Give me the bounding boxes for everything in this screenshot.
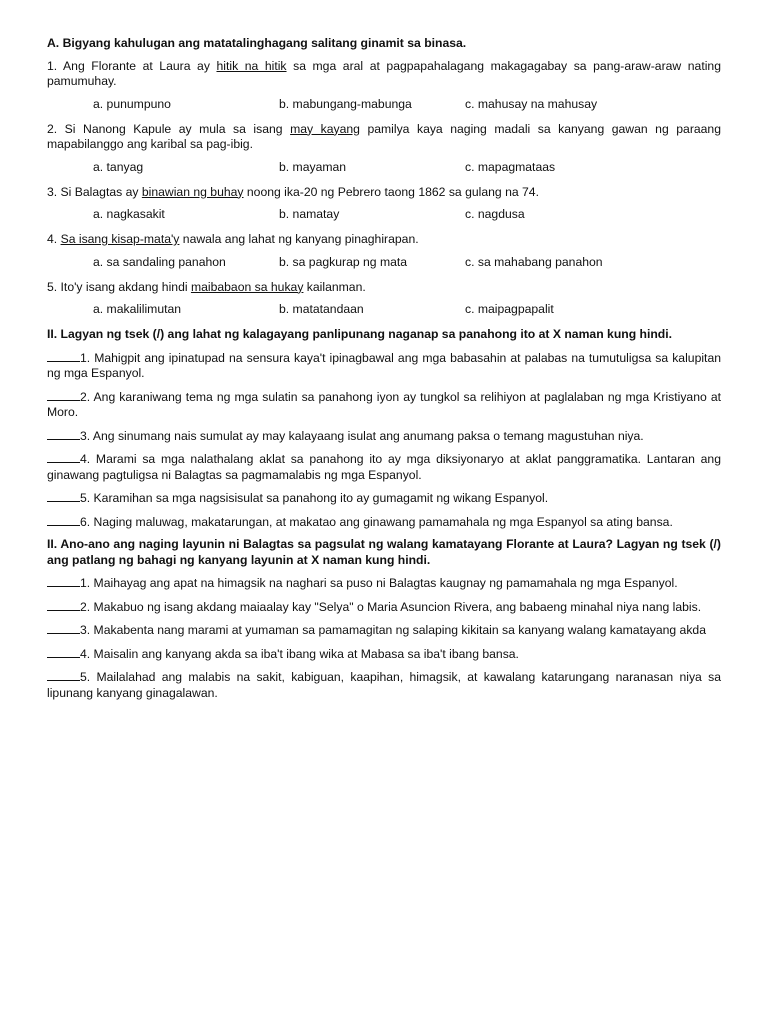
answer-blank[interactable]: [47, 514, 80, 526]
section-b-item-2-text: 2. Ang karaniwang tema ng mga sulatin sa panahong iyon ay tungkol sa relihiyon at paglalaban ng mga Kristiyano at Moro.: [47, 389, 721, 419]
question-1-term: hitik na hitik: [216, 58, 287, 73]
question-3-term: binawian ng buhay: [141, 184, 244, 199]
question-4-choice-c: c. sa mahabang panahon: [465, 254, 603, 269]
answer-blank[interactable]: [47, 646, 80, 658]
question-4-choices: [47, 255, 721, 271]
answer-blank[interactable]: [47, 622, 80, 634]
section-b-item-1: [47, 350, 721, 382]
question-4-choice-a: a. sa sandaling panahon: [93, 254, 226, 269]
section-c-item-1: [47, 575, 721, 592]
question-1-choice-a: a. punumpuno: [93, 96, 171, 111]
question-4-text-start: 4.: [47, 232, 61, 246]
question-4-choice-b: b. sa pagkurap ng mata: [279, 254, 408, 269]
question-3-choice-b: b. namatay: [279, 207, 340, 221]
question-1-text-start: 1. Ang Florante at Laura ay: [47, 58, 217, 73]
question-2-term: may kayang: [290, 121, 360, 136]
section-c-item-4: [47, 646, 721, 663]
question-3: [47, 185, 721, 201]
question-1-text-end: sa mga aral at pagpapahalagang makagagabay sa pang-araw-araw nating pamumuhay.: [47, 58, 721, 88]
section-c-item-3-text: 3. Makabenta nang marami at yumaman sa pamamagitan ng salaping kikitain sa kanyang walang kamatayang akda: [80, 623, 706, 637]
question-2-choice-c: c. mapagmataas: [465, 159, 556, 174]
section-b-item-4-text: 4. Marami sa mga nalathalang aklat sa panahong ito ay mga diksiyonaryo at aklat panggramatika. Lantaran ang ginawang pagtuligsa ni Balagtas sa pagmamalabis ng mga Espanyol.: [47, 452, 721, 482]
question-3-choice-c: c. nagdusa: [465, 207, 525, 221]
answer-blank[interactable]: [47, 350, 80, 362]
question-1-choice-b: b. mabungang-mabunga: [279, 96, 412, 111]
question-2-text-start: 2. Si Nanong Kapule ay mula sa isang: [47, 121, 291, 136]
question-3-choices: [47, 207, 721, 223]
section-b-item-1-text: 1. Mahigpit ang ipinatupad na sensura kaya't ipinagbawal ang mga babasahin at palabas na tumutuligsa sa kalupitan ng mga Espanyol.: [47, 350, 721, 380]
section-c-heading: II. Ano-ano ang naging layunin ni Balagtas sa pagsulat ng walang kamatayang Florante at Laura? Lagyan ng tsek (/) ang patlang ng bahagi ng kanyang layunin at X naman kung hindi.: [47, 537, 721, 567]
question-5-choice-b: b. matatandaan: [279, 302, 364, 316]
question-3-choice-a: a. nagkasakit: [93, 207, 165, 221]
question-3-text-start: 3. Si Balagtas ay: [47, 184, 142, 199]
question-2: [47, 122, 721, 153]
section-a-heading: A. Bigyang kahulugan ang matatalinghagang salitang ginamit sa binasa.: [47, 36, 467, 50]
question-1-choice-c: c. mahusay na mahusay: [465, 96, 598, 111]
section-b-item-5-text: 5. Karamihan sa mga nagsisisulat sa panahong ito ay gumagamit ng wikang Espanyol.: [80, 491, 549, 505]
answer-blank[interactable]: [47, 669, 80, 681]
section-c-item-5-text: 5. Mailalahad ang malabis na sakit, kabiguan, kaapihan, himagsik, at kawalang katarungang naranasan niya sa lipunang kanyang ginagalawan.: [47, 670, 721, 700]
section-b-item-3: [47, 428, 721, 445]
section-b-item-6: [47, 514, 721, 531]
question-3-text-end: noong ika-20 ng Pebrero taong 1862 sa gulang na 74.: [243, 184, 539, 199]
section-b-item-4: [47, 451, 721, 483]
section-c-item-2-text: 2. Makabuo ng isang akdang maiaalay kay "Selya" o Maria Asuncion Rivera, ang babaeng minahal niya nang labis.: [80, 599, 702, 614]
question-4-term: Sa isang kisap-mata'y: [60, 232, 180, 246]
answer-blank[interactable]: [47, 490, 80, 502]
answer-blank[interactable]: [47, 389, 80, 401]
section-c-item-3: [47, 622, 721, 639]
answer-blank[interactable]: [47, 428, 80, 440]
section-c-item-5: [47, 669, 721, 701]
section-b-item-3-text: 3. Ang sinumang nais sumulat ay may kalayaang isulat ang anumang paksa o temang magustuhan niya.: [80, 428, 644, 443]
section-c-item-2: [47, 599, 721, 616]
section-b-item-5: [47, 490, 721, 507]
section-b-item-2: [47, 389, 721, 421]
section-b-item-6-text: 6. Naging maluwag, makatarungan, at makatao ang ginawang pamamahala ng mga Espanyol sa ating bansa.: [80, 514, 673, 529]
question-1: [47, 59, 721, 90]
question-5-term: maibabaon sa hukay: [190, 279, 304, 294]
question-2-text-end: pamilya kaya naging madali sa kanyang gawan ng paraang mapabilanggo ang karibal sa pag-ibig.: [47, 121, 721, 151]
question-5: [47, 280, 721, 296]
question-4-text-end: nawala ang lahat ng kanyang pinaghirapan.: [179, 232, 419, 246]
question-5-choices: [47, 302, 721, 318]
question-5-text-end: kailanman.: [303, 279, 366, 294]
question-5-text-start: 5. Ito'y isang akdang hindi: [47, 279, 191, 294]
answer-blank[interactable]: [47, 575, 80, 587]
answer-blank[interactable]: [47, 599, 80, 611]
question-2-choice-b: b. mayaman: [279, 159, 347, 174]
question-1-choices: [47, 97, 721, 113]
question-2-choice-a: a. tanyag: [93, 159, 144, 174]
answer-blank[interactable]: [47, 451, 80, 463]
worksheet: [47, 36, 721, 708]
section-c-item-1-text: 1. Maihayag ang apat na himagsik na naghari sa puso ni Balagtas kaugnay ng pamamahala ng mga Espanyol.: [80, 576, 678, 590]
question-4: [47, 232, 721, 248]
section-c-item-4-text: 4. Maisalin ang kanyang akda sa iba't ibang wika at Mabasa sa iba't ibang bansa.: [80, 646, 519, 661]
question-5-choice-a: a. makalilimutan: [93, 302, 182, 316]
question-5-choice-c: c. maipagpapalit: [465, 302, 554, 316]
question-2-choices: [47, 160, 721, 176]
section-b-heading: II. Lagyan ng tsek (/) ang lahat ng kalagayang panlipunang naganap sa panahong ito at X naman kung hindi.: [47, 327, 673, 341]
